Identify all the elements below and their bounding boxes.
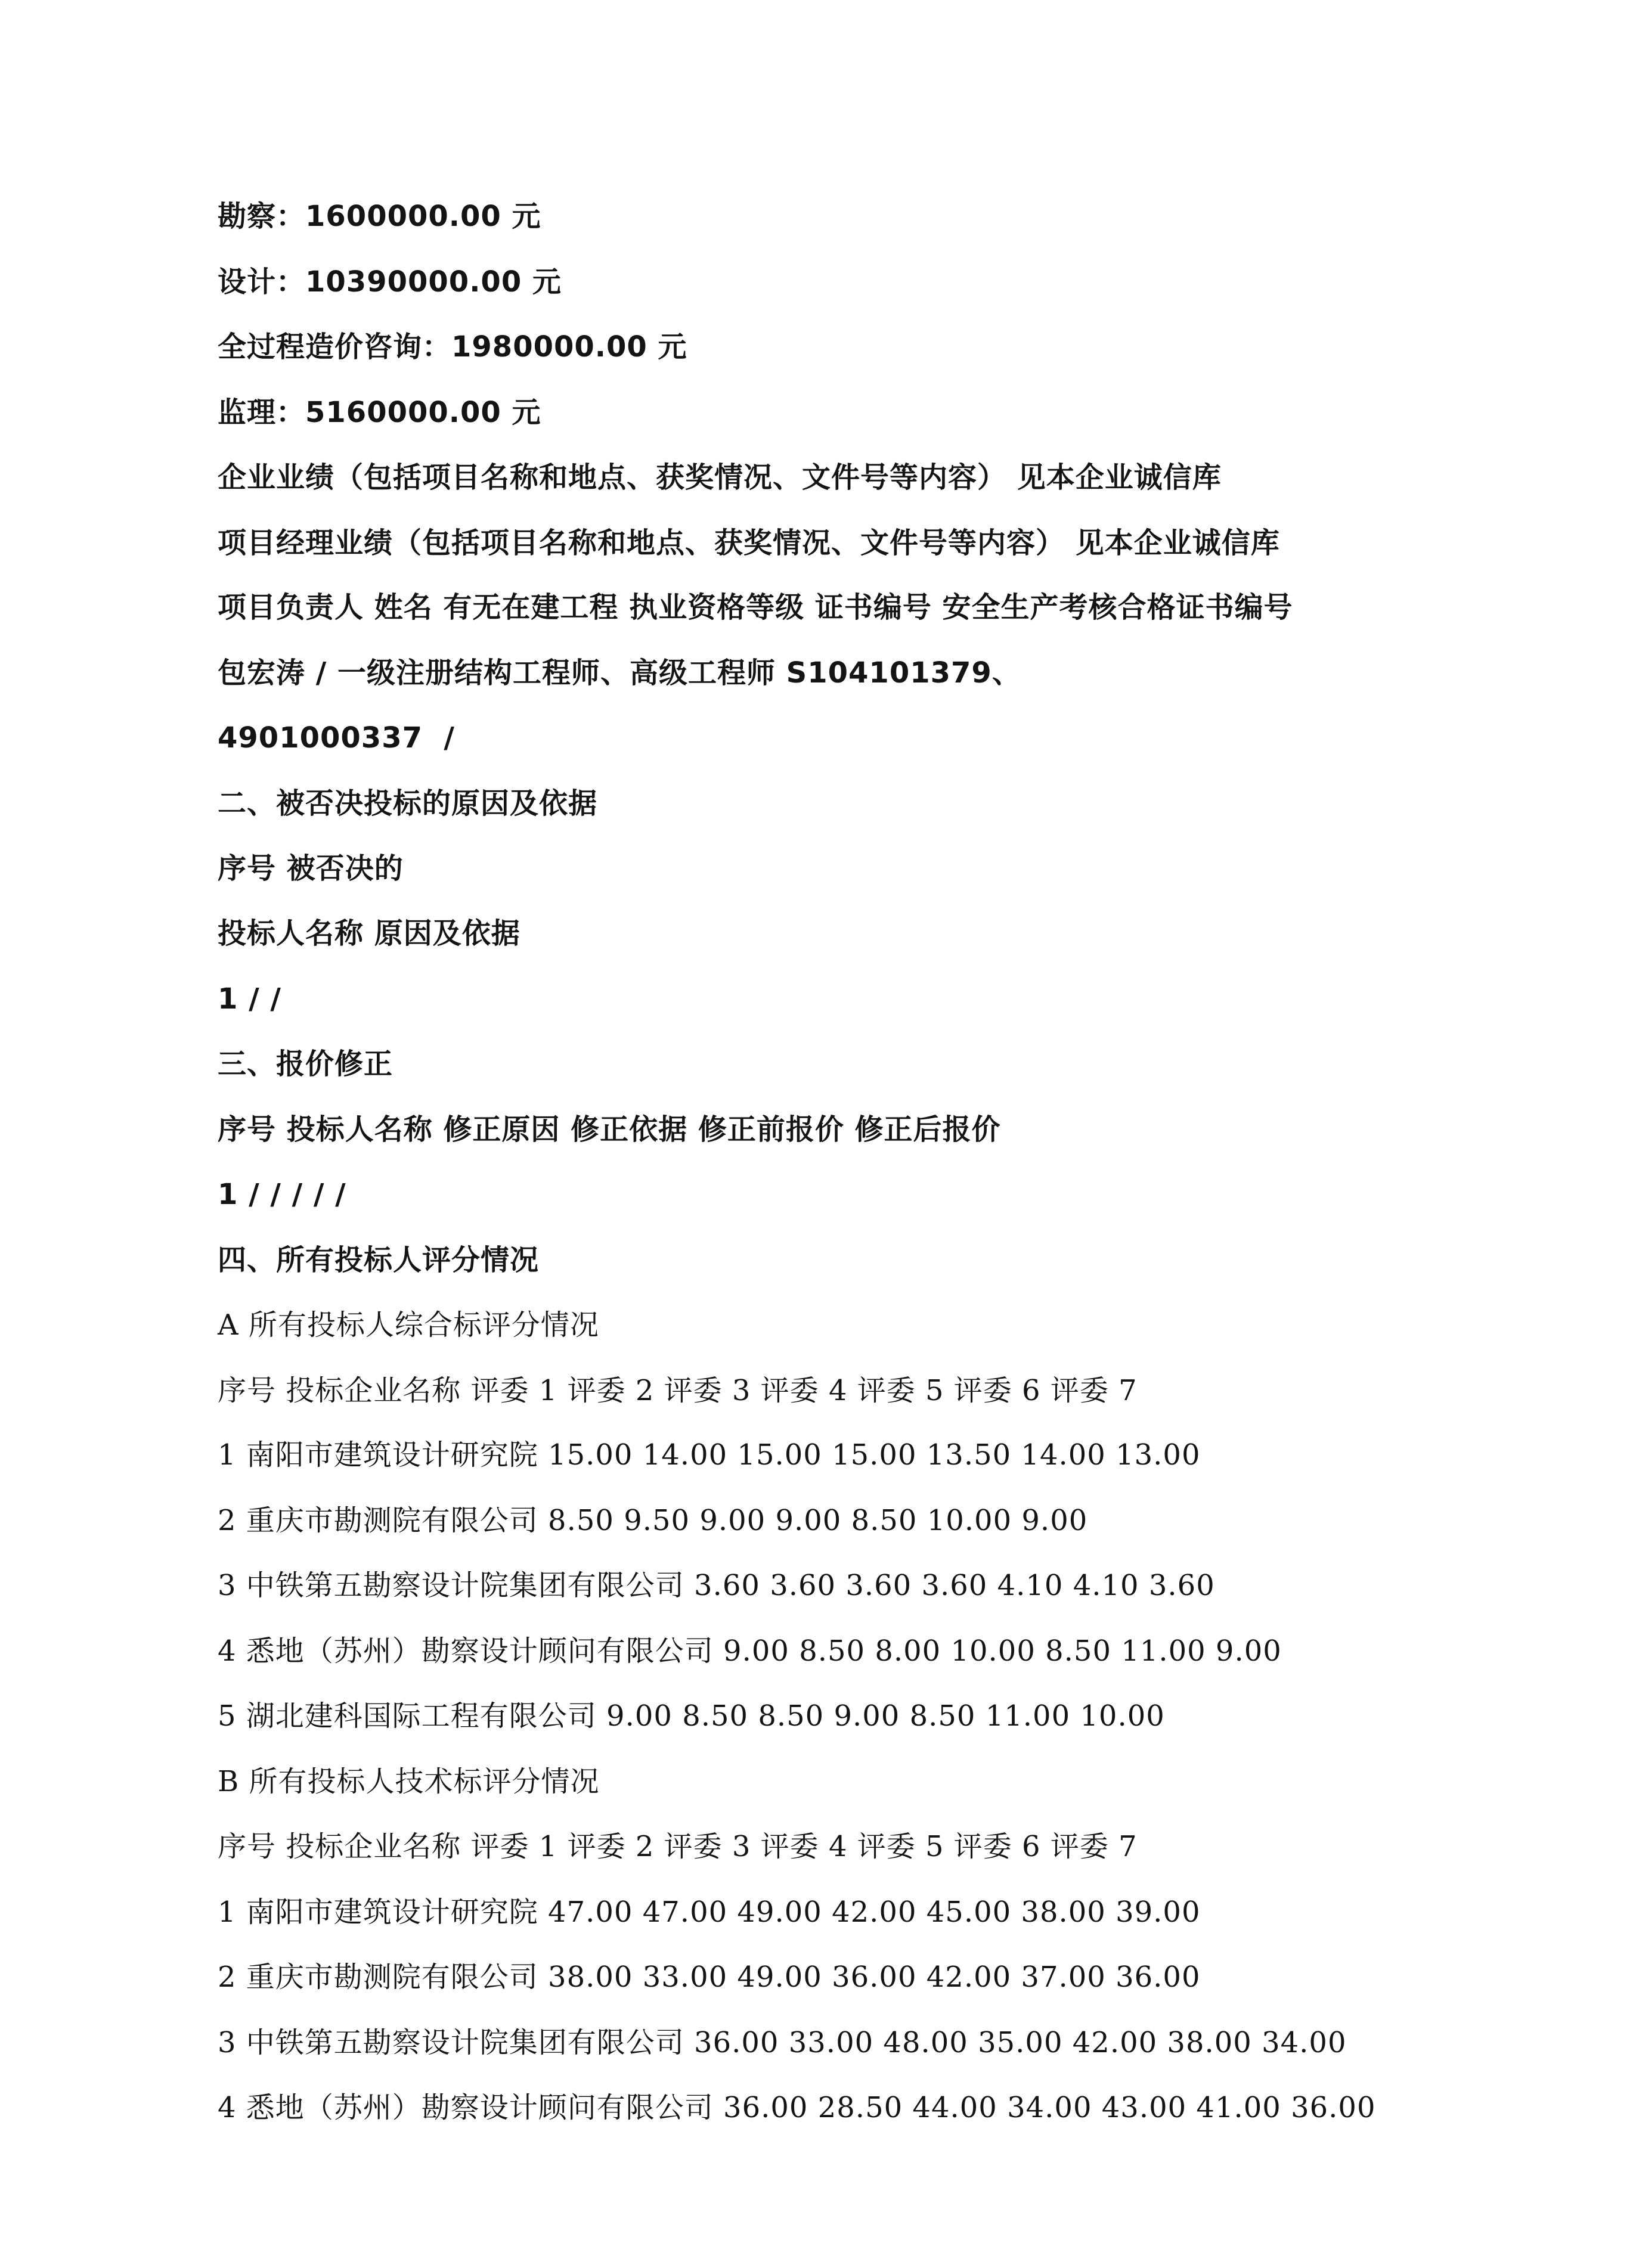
project-leader-row-cont: 4901000337 /	[218, 721, 455, 755]
part-a-header: 序号 投标企业名称 评委 1 评委 2 评委 3 评委 4 评委 5 评委 6 评委 7	[218, 1374, 1138, 1407]
table-row: 2 重庆市勘测院有限公司 8.50 9.50 9.00 9.00 8.50 10.00 9.00	[218, 1504, 1088, 1537]
table-row: 3 中铁第五勘察设计院集团有限公司 3.60 3.60 3.60 3.60 4.10 4.10 3.60	[218, 1569, 1215, 1602]
table-row: 1 南阳市建筑设计研究院 47.00 47.00 49.00 42.00 45.00 38.00 39.00	[218, 1895, 1201, 1929]
table-row: 1 南阳市建筑设计研究院 15.00 14.00 15.00 15.00 13.50 14.00 13.00	[218, 1438, 1201, 1472]
table-row: 4 悉地（苏州）勘察设计顾问有限公司 9.00 8.50 8.00 10.00 8.50 11.00 9.00	[218, 1634, 1282, 1668]
table-row: 3 中铁第五勘察设计院集团有限公司 36.00 33.00 48.00 35.00 42.00 38.00 34.00	[218, 2026, 1347, 2059]
section-2-row: 1 / /	[218, 982, 281, 1016]
project-leader-header: 项目负责人 姓名 有无在建工程 执业资格等级 证书编号 安全生产考核合格证书编号	[218, 591, 1293, 624]
project-leader-row: 包宏涛 / 一级注册结构工程师、高级工程师 S104101379、	[218, 656, 1021, 690]
part-a-title: A 所有投标人综合标评分情况	[218, 1308, 599, 1342]
section-2-title: 二、被否决投标的原因及依据	[218, 787, 598, 820]
part-b-header: 序号 投标企业名称 评委 1 评委 2 评委 3 评委 4 评委 5 评委 6 评委 7	[218, 1830, 1138, 1863]
section-3-row: 1 / / / / /	[218, 1178, 346, 1211]
table-row: 5 湖北建科国际工程有限公司 9.00 8.50 8.50 9.00 8.50 11.00 10.00	[218, 1699, 1165, 1733]
company-performance: 企业业绩（包括项目名称和地点、获奖情况、文件号等内容） 见本企业诚信库	[218, 461, 1222, 494]
fee-supervision: 监理：5160000.00 元	[218, 396, 541, 429]
section-3-title: 三、报价修正	[218, 1047, 393, 1081]
part-b-title: B 所有投标人技术标评分情况	[218, 1765, 600, 1798]
manager-performance: 项目经理业绩（包括项目名称和地点、获奖情况、文件号等内容） 见本企业诚信库	[218, 526, 1280, 560]
section-3-header: 序号 投标人名称 修正原因 修正依据 修正前报价 修正后报价	[218, 1113, 1001, 1146]
section-4-title: 四、所有投标人评分情况	[218, 1243, 540, 1277]
fee-survey: 勘察：1600000.00 元	[218, 200, 541, 233]
fee-cost-consulting: 全过程造价咨询：1980000.00 元	[218, 330, 687, 364]
table-row: 4 悉地（苏州）勘察设计顾问有限公司 36.00 28.50 44.00 34.00 43.00 41.00 36.00	[218, 2091, 1376, 2124]
table-row: 2 重庆市勘测院有限公司 38.00 33.00 49.00 36.00 42.00 37.00 36.00	[218, 1960, 1201, 1994]
section-2-header-line1: 序号 被否决的	[218, 852, 404, 885]
section-2-header-line2: 投标人名称 原因及依据	[218, 917, 520, 950]
fee-design: 设计：10390000.00 元	[218, 265, 562, 299]
